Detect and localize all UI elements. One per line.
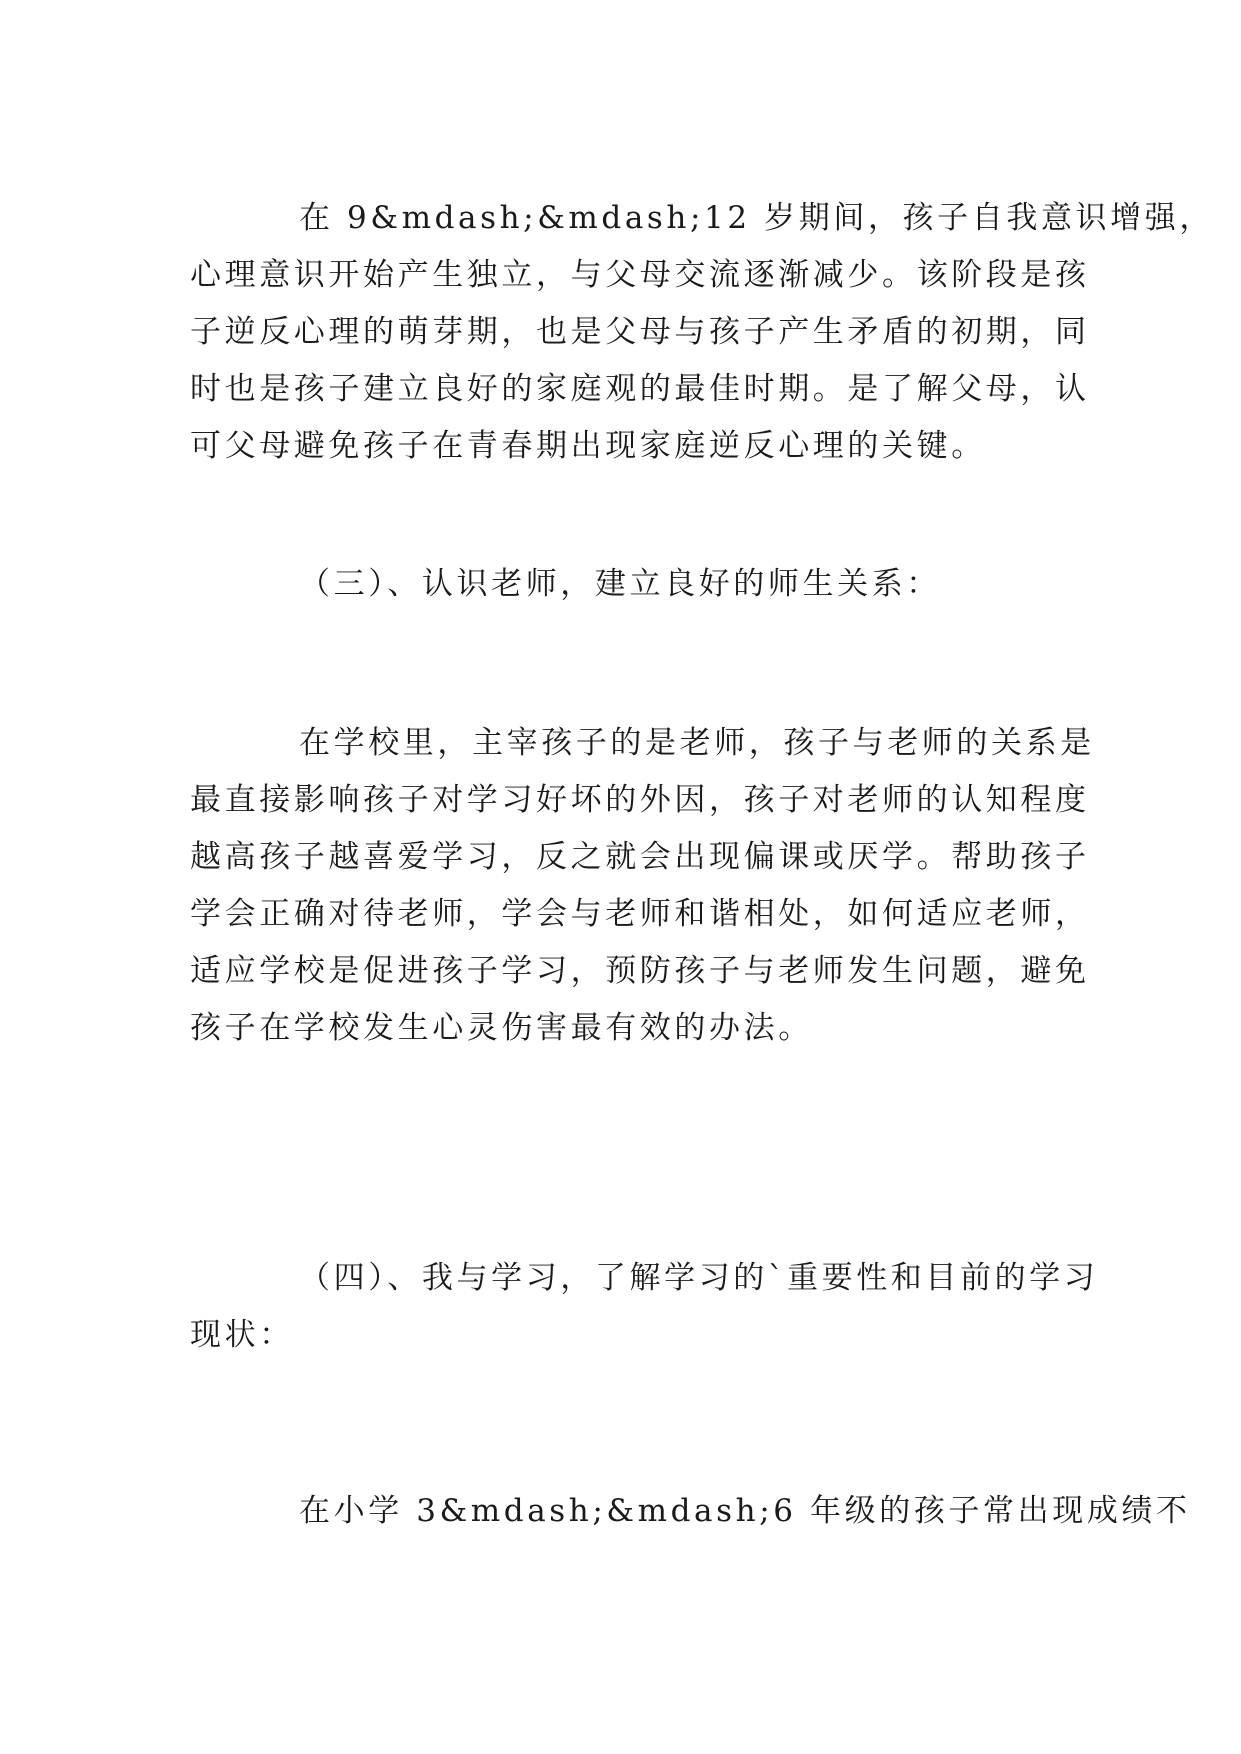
paragraph-teachers bbox=[190, 715, 1095, 1057]
paragraph-line: 在 9&mdash;&mdash;12 岁期间，孩子自我意识增强， bbox=[299, 200, 1214, 236]
paragraph-age-9-12 bbox=[190, 190, 1214, 475]
section-heading-4 bbox=[190, 1250, 1099, 1364]
paragraph-line: 越高孩子越喜爱学习，反之就会出现偏课或厌学。帮助孩子 bbox=[190, 839, 1090, 875]
heading-line: （四）、我与学习，了解学习的`重要性和目前的学习 bbox=[299, 1260, 1099, 1296]
heading-line: （三）、认识老师，建立良好的师生关系： bbox=[299, 566, 941, 602]
paragraph-line: 时也是孩子建立良好的家庭观的最佳时期。是了解父母，认 bbox=[190, 371, 1090, 407]
paragraph-line: 最直接影响孩子对学习好坏的外因，孩子对老师的认知程度 bbox=[190, 782, 1090, 818]
paragraph-line: 子逆反心理的萌芽期，也是父母与孩子产生矛盾的初期，同 bbox=[190, 314, 1090, 350]
paragraph-line: 在学校里，主宰孩子的是老师，孩子与老师的关系是 bbox=[299, 725, 1095, 761]
paragraph-line: 孩子在学校发生心灵伤害最有效的办法。 bbox=[190, 1010, 813, 1046]
paragraph-grades-3-6 bbox=[190, 1483, 1191, 1540]
heading-line: 现状： bbox=[190, 1317, 294, 1353]
paragraph-line: 可父母避免孩子在青春期出现家庭逆反心理的关键。 bbox=[190, 428, 986, 464]
paragraph-line: 在小学 3&mdash;&mdash;6 年级的孩子常出现成绩不 bbox=[299, 1493, 1191, 1529]
section-heading-3 bbox=[190, 556, 1060, 613]
paragraph-line: 适应学校是促进孩子学习，预防孩子与老师发生问题，避免 bbox=[190, 953, 1090, 989]
paragraph-line: 心理意识开始产生独立，与父母交流逐渐减少。该阶段是孩 bbox=[190, 257, 1090, 293]
paragraph-line: 学会正确对待老师，学会与老师和谐相处，如何适应老师， bbox=[190, 896, 1090, 932]
